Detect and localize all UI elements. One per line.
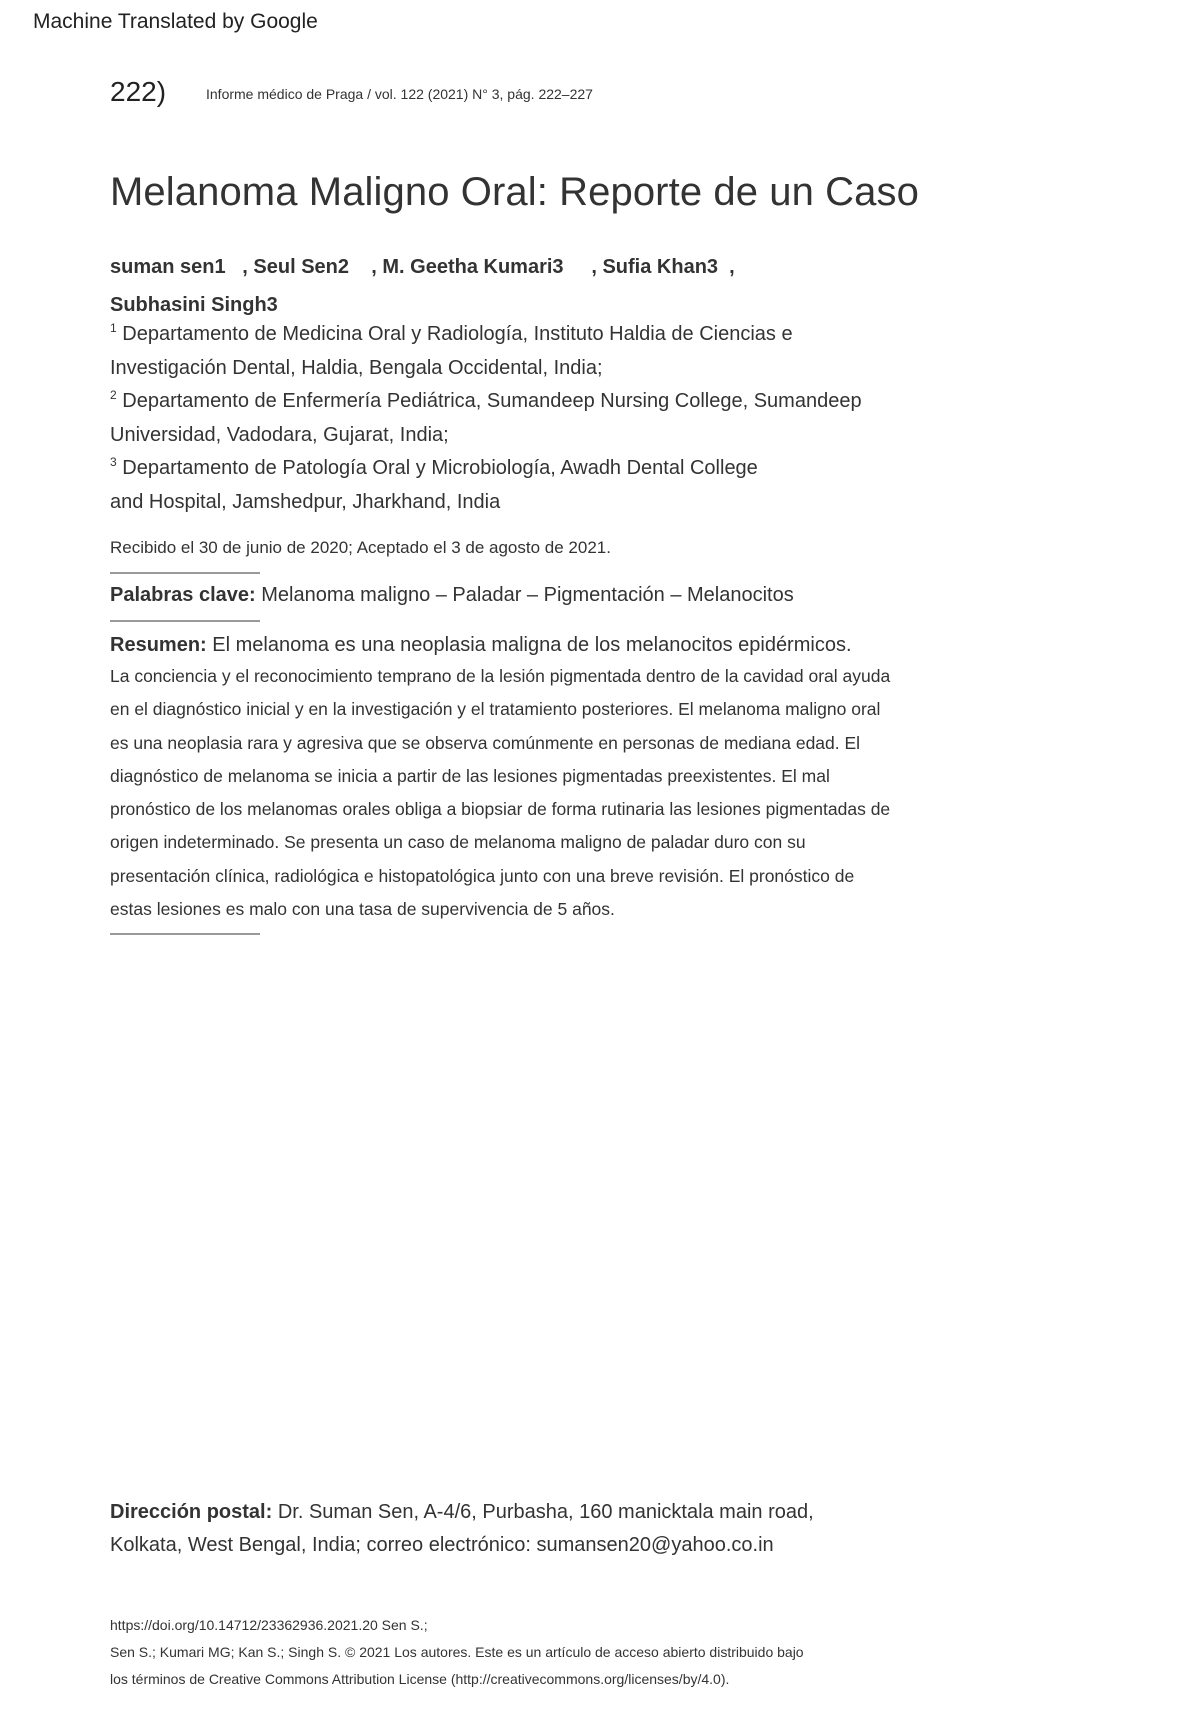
abstract-line: pronóstico de los melanomas orales obliga a biopsiar de forma rutinaria las lesiones pigmentadas de	[110, 799, 891, 820]
affiliation-number: 1	[110, 321, 117, 335]
affiliation-list	[110, 318, 1110, 519]
affiliation-1	[110, 318, 1110, 385]
postal-address	[110, 1496, 1110, 1562]
affiliation-text: Departamento de Patología Oral y Microbiología, Awadh Dental College	[122, 457, 758, 479]
affiliation-text: Universidad, Vadodara, Gujarat, India;	[110, 423, 449, 446]
keywords	[110, 584, 794, 607]
abstract-line: diagnóstico de melanoma se inicia a partir de las lesiones pigmentadas preexistentes. El mal	[110, 765, 830, 786]
address-label: Dirección postal:	[110, 1501, 273, 1523]
address-text: Dr. Suman Sen, A-4/6, Purbasha, 160 manicktala main road,	[277, 1501, 814, 1523]
author-separator: ,	[231, 256, 254, 278]
license-footer	[110, 1612, 1110, 1693]
abstract-label: Resumen:	[110, 634, 207, 656]
affiliation-2	[110, 385, 1110, 452]
doi-line: https://doi.org/10.14712/23362936.2021.20 Sen S.;	[110, 1617, 428, 1633]
author-separator: ,	[354, 256, 383, 278]
author-name: M. Geetha Kumari3	[382, 256, 564, 278]
journal-reference: Informe médico de Praga / vol. 122 (2021) N° 3, pág. 222–227	[206, 86, 593, 102]
author-separator: ,	[569, 256, 603, 278]
keywords-label: Palabras clave:	[110, 584, 256, 606]
abstract-line: en el diagnóstico inicial y en la investigación y el tratamiento posteriores. El melanoma maligno oral	[110, 699, 881, 720]
abstract-line: origen indeterminado. Se presenta un caso de melanoma maligno de paladar duro con su	[110, 832, 806, 853]
abstract-line: es una neoplasia rara y agresiva que se observa comúnmente en personas de mediana edad. El	[110, 732, 861, 753]
affiliation-number: 2	[110, 388, 117, 402]
article-title: Melanoma Maligno Oral: Reporte de un Caso	[110, 170, 919, 214]
author-separator: ,	[723, 256, 735, 278]
abstract-first-line	[110, 630, 1125, 660]
divider-rule	[110, 620, 260, 622]
keywords-text: Melanoma maligno – Paladar – Pigmentación – Melanocitos	[261, 584, 794, 606]
abstract-line: estas lesiones es malo con una tasa de supervivencia de 5 años.	[110, 899, 615, 920]
abstract-line: La conciencia y el reconocimiento temprano de la lesión pigmentada dentro de la cavidad oral ayuda	[110, 666, 891, 686]
affiliation-3	[110, 452, 1110, 519]
author-name: Seul Sen2	[253, 256, 350, 278]
address-line-2	[110, 1529, 1110, 1562]
affiliation-text: Investigación Dental, Haldia, Bengala Occidental, India;	[110, 356, 603, 379]
divider-rule	[110, 572, 260, 574]
affiliation-text: Departamento de Enfermería Pediátrica, Sumandeep Nursing College, Sumandeep	[122, 390, 862, 412]
abstract	[110, 630, 1125, 926]
author-name: Sufia Khan3	[602, 256, 719, 278]
author-name: Subhasini Singh3	[110, 294, 278, 316]
divider-rule	[110, 933, 260, 935]
author-name: suman sen1	[110, 256, 226, 278]
license-line: Sen S.; Kumari MG; Kan S.; Singh S. © 2021 Los autores. Este es un artículo de acceso abierto distribuido bajo	[110, 1644, 804, 1660]
abstract-line: presentación clínica, radiológica e histopatológica junto con una breve revisión. El pronóstico de	[110, 865, 855, 886]
address-line-1	[110, 1496, 1110, 1529]
license-line: los términos de Creative Commons Attribution License (http://creativecommons.org/licenses/by/4.0).	[110, 1671, 730, 1687]
author-line-1	[110, 248, 1110, 286]
affiliation-number: 3	[110, 455, 117, 469]
author-list	[110, 248, 1110, 324]
received-dates: Recibido el 30 de junio de 2020; Aceptado el 3 de agosto de 2021.	[110, 538, 611, 557]
affiliation-text: Departamento de Medicina Oral y Radiología, Instituto Haldia de Ciencias e	[122, 323, 793, 345]
abstract-lead: El melanoma es una neoplasia maligna de los melanocitos epidérmicos.	[212, 634, 852, 656]
machine-translation-banner: Machine Translated by Google	[33, 10, 318, 33]
page-number: 222)	[110, 76, 167, 107]
address-text: Kolkata, West Bengal, India; correo electrónico: sumansen20@yahoo.co.in	[110, 1534, 774, 1556]
affiliation-text: and Hospital, Jamshedpur, Jharkhand, India	[110, 490, 501, 513]
